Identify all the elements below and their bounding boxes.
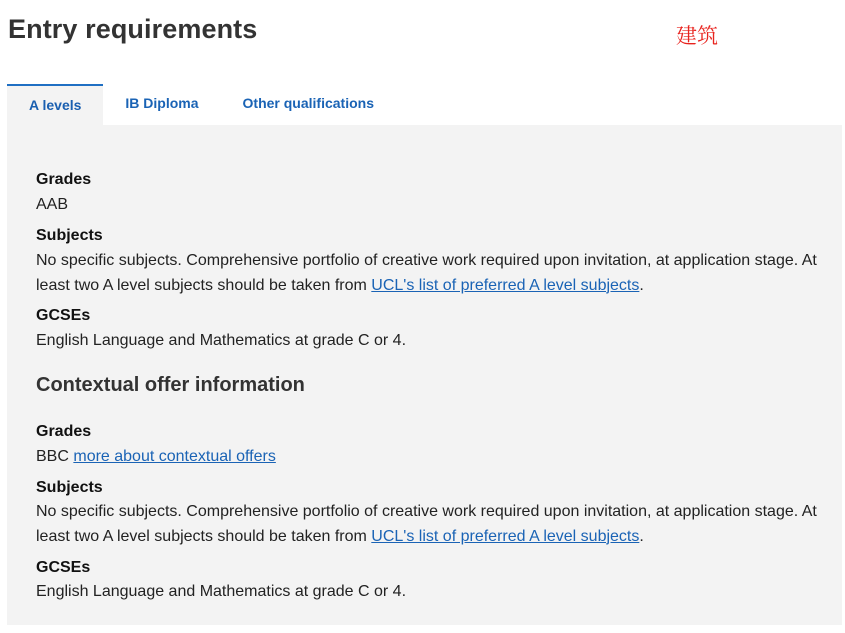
subjects-text	[36, 249, 836, 298]
contextual-subjects-text	[36, 500, 836, 549]
contextual-grades-label: Grades	[36, 423, 92, 440]
contextual-preferred-subjects-link[interactable]: UCL's list of preferred A level subjects	[371, 527, 640, 545]
gcses-label: GCSEs	[36, 307, 91, 324]
contextual-gcses-value: English Language and Mathematics at grade C or 4.	[36, 583, 407, 600]
tab-ib-diploma[interactable]: IB Diploma	[125, 95, 199, 111]
grades-label: Grades	[36, 171, 92, 188]
preferred-subjects-link[interactable]: UCL's list of preferred A level subjects	[371, 276, 640, 294]
contextual-subjects-label: Subjects	[36, 479, 103, 496]
contextual-gcses-label: GCSEs	[36, 559, 91, 576]
annotation-text: 建筑	[676, 24, 718, 48]
contextual-offers-link[interactable]: more about contextual offers	[73, 448, 276, 465]
subjects-label: Subjects	[36, 227, 103, 244]
contextual-grades-text: BBC	[36, 448, 69, 465]
contextual-subjects-text-after: .	[639, 527, 644, 545]
tab-other-qualifications[interactable]: Other qualifications	[242, 95, 374, 111]
tab-a-levels[interactable]: A levels	[7, 84, 103, 125]
contextual-offer-heading: Contextual offer information	[36, 374, 305, 396]
gcses-value: English Language and Mathematics at grade C or 4.	[36, 332, 407, 349]
page-title: Entry requirements	[8, 14, 258, 44]
tab-panel	[7, 125, 842, 625]
subjects-text-before: No specific subjects. Comprehensive portfolio of creative work required upon invitation, at application stage. At least two A level subjects should be taken from	[36, 252, 817, 294]
contextual-subjects-text-before: No specific subjects. Comprehensive portfolio of creative work required upon invitation, at application stage. At least two A level subjects should be taken from	[36, 503, 817, 545]
grades-value: AAB	[36, 196, 69, 213]
contextual-grades-value	[36, 445, 836, 470]
subjects-text-after: .	[639, 276, 644, 294]
qualification-tabs	[7, 84, 396, 125]
